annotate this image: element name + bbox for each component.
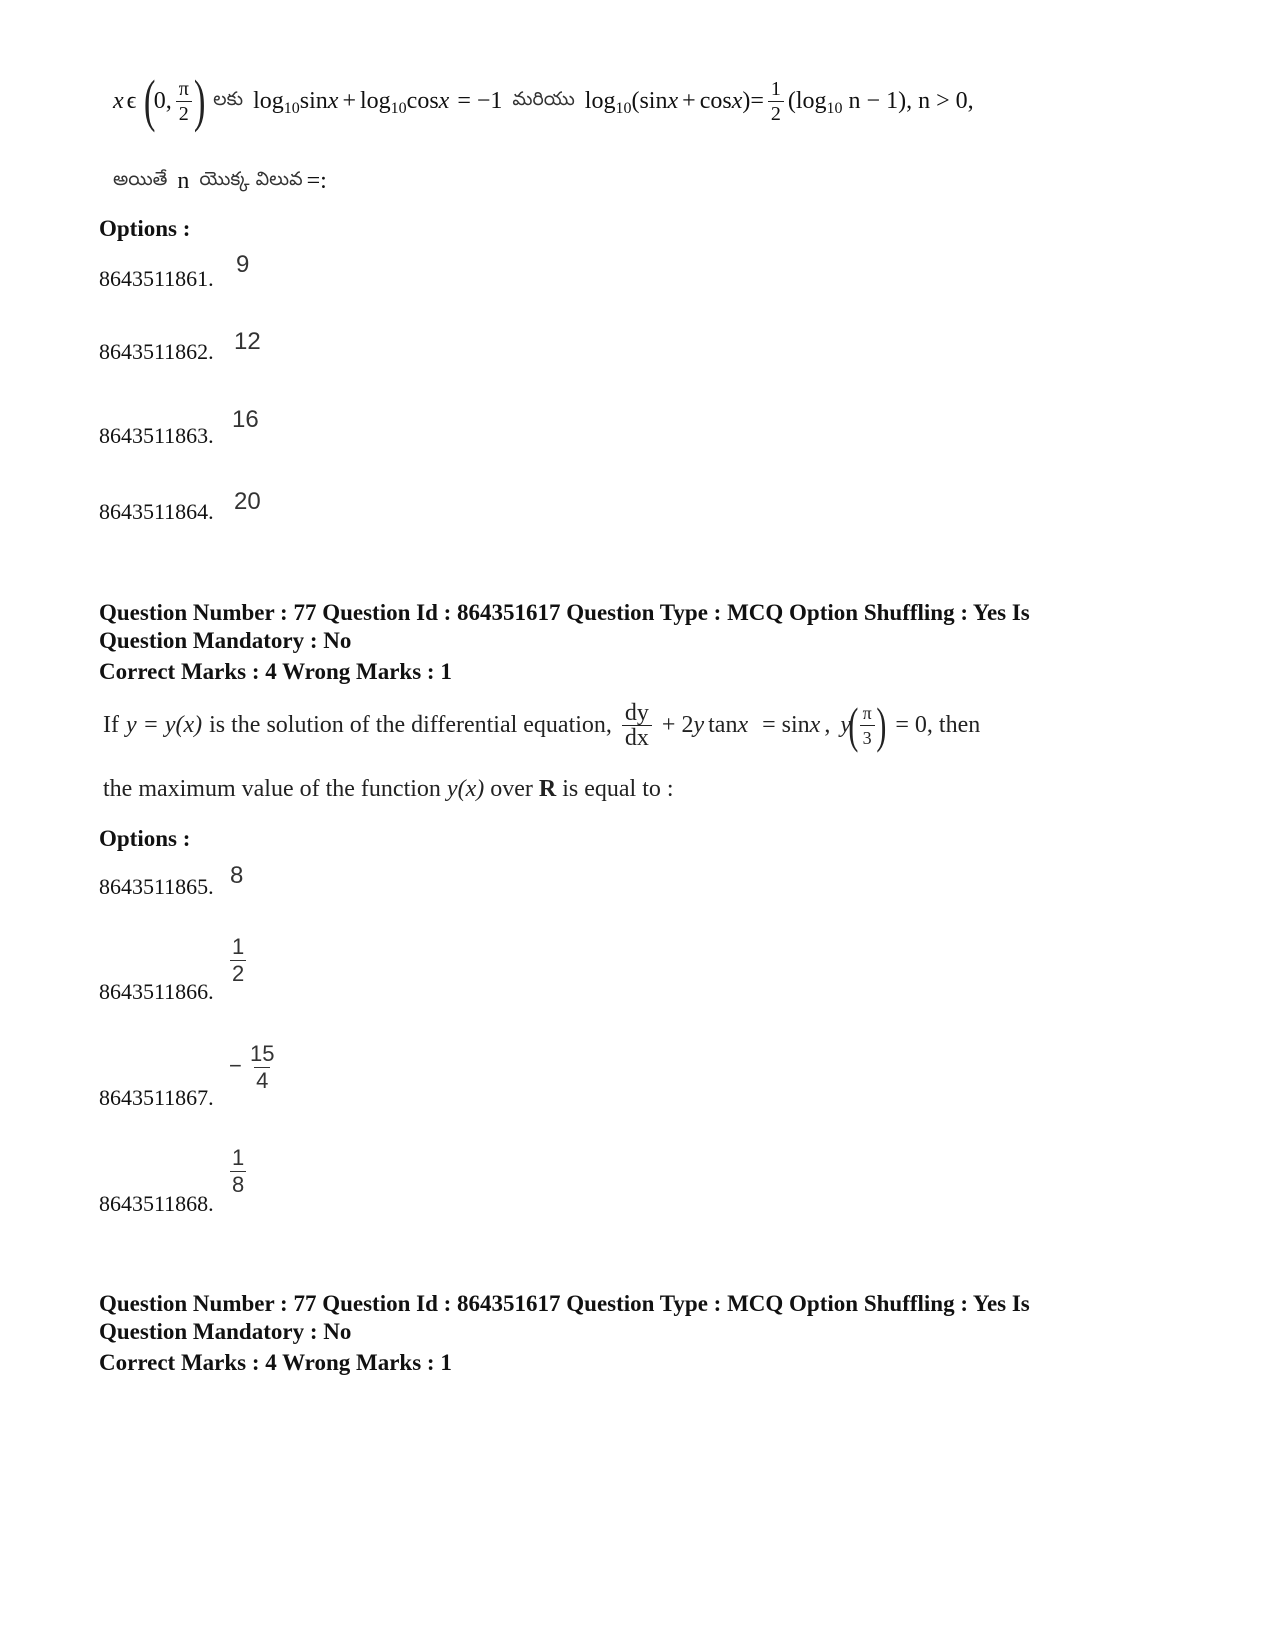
q1-plus1: + xyxy=(342,87,356,114)
q1-question-ending xyxy=(113,168,327,195)
q2-option-4-den: 8 xyxy=(232,1172,245,1197)
q1-option-1-value[interactable]: 9 xyxy=(236,251,250,278)
q2-header-line2: Question Mandatory : No xyxy=(99,628,352,653)
q1-n-var: n xyxy=(177,168,190,194)
q2-option-3-value[interactable] xyxy=(248,1041,276,1094)
q2-header-line1: Question Number : 77 Question Id : 864351617 Question Type : MCQ Option Shuffling : Yes Is xyxy=(99,600,1030,625)
q1-sin2-x: x xyxy=(667,87,679,114)
q2-option-1-id: 8643511865. xyxy=(99,874,214,899)
q1-in-symbol: ϵ xyxy=(126,87,137,114)
q1-telugu-for: లకు xyxy=(213,87,244,110)
q1-log3: log xyxy=(584,87,616,114)
q2-option-3-den: 4 xyxy=(256,1068,269,1093)
q1-log2-base: 10 xyxy=(390,100,407,117)
q1-option-3-id: 8643511863. xyxy=(99,423,214,448)
q2-option-3-id: 8643511867. xyxy=(99,1085,214,1110)
q2-question-line1 xyxy=(103,694,1163,756)
q1-interval-open: ( xyxy=(144,68,156,133)
q1-option-2-value[interactable]: 12 xyxy=(234,328,261,355)
q2-tan-x: x xyxy=(737,711,749,738)
q2-option-3-num: 15 xyxy=(250,1041,275,1066)
q2-line2-end: is equal to : xyxy=(562,776,674,802)
q2-option-4-num: 1 xyxy=(232,1145,245,1170)
q1-half-num: 1 xyxy=(770,77,781,100)
q1-option-2-id: 8643511862. xyxy=(99,339,214,364)
q1-close-paren-eq: )= xyxy=(742,87,764,114)
q2-option-1-value[interactable]: 8 xyxy=(230,862,244,889)
q2-text-start: If xyxy=(103,711,119,738)
q2-question-line2 xyxy=(103,776,674,803)
q1-option-4-id: 8643511864. xyxy=(99,499,214,524)
q1-rhs-tail: n − 1), n > 0, xyxy=(848,87,974,114)
q1-log2: log xyxy=(360,87,391,114)
q2-line2-start: the maximum value of the function xyxy=(103,776,441,802)
q1-sin2: sin xyxy=(639,87,668,114)
q2-cond-open: ( xyxy=(848,697,859,753)
q1-interval-den: 2 xyxy=(176,101,192,126)
q2-header xyxy=(99,599,1099,655)
q1-option-4-value[interactable]: 20 xyxy=(234,488,261,515)
q1-log3-base: 10 xyxy=(615,100,632,117)
q1-interval-frac xyxy=(176,77,192,126)
q1-eq-colon: =: xyxy=(306,168,327,194)
q2-option-2-num: 1 xyxy=(232,934,245,959)
q1-log1: log xyxy=(253,87,284,114)
q2-derivative xyxy=(622,701,652,750)
q1-sin1-x: x xyxy=(327,87,339,114)
q2-options-label: Options : xyxy=(99,826,191,851)
q2-option-3-sign: − xyxy=(229,1053,242,1078)
q1-cos1-x: x xyxy=(438,87,450,114)
q1-telugu-then: అయితే xyxy=(113,168,168,190)
q2-sin-x: x xyxy=(809,711,821,738)
q3-marks: Correct Marks : 4 Wrong Marks : 1 xyxy=(99,1350,452,1375)
q2-comma: , xyxy=(824,711,831,738)
q2-cond-pi: π xyxy=(862,702,872,723)
q1-cos2-x: x xyxy=(731,87,743,114)
q2-plus-term: + 2 xyxy=(661,711,694,738)
q1-rhs-base: 10 xyxy=(826,100,843,117)
q1-telugu-and: మరియు xyxy=(512,87,575,110)
q2-option-2-value[interactable] xyxy=(230,934,246,987)
q2-R: R xyxy=(538,776,557,802)
q1-rhs-open: (log xyxy=(787,87,827,114)
q2-cond-close: ) xyxy=(876,697,887,753)
q1-half-frac xyxy=(768,77,784,126)
q1-telugu-value: యొక్క విలువ xyxy=(199,168,303,190)
q2-y-eq: y = y(x) xyxy=(125,711,203,738)
q1-option-3-value[interactable]: 16 xyxy=(232,406,259,433)
q2-yx: y(x) xyxy=(446,776,485,802)
q1-interval-close: ) xyxy=(193,68,206,133)
q2-eq-sin: = sin xyxy=(762,711,810,738)
q2-line2-mid: over xyxy=(490,776,533,802)
q1-equation xyxy=(113,62,1173,140)
q2-tan-term: tan xyxy=(708,711,738,738)
q1-options-label: Options : xyxy=(99,216,191,241)
q2-option-4-value[interactable] xyxy=(230,1145,246,1198)
q2-y-var: y xyxy=(693,711,705,738)
q1-log1-base: 10 xyxy=(283,100,300,117)
q3-header xyxy=(99,1290,1099,1346)
q1-equals-minus-one: = −1 xyxy=(457,87,503,114)
q2-cond-y: y xyxy=(840,711,851,738)
q1-half-den: 2 xyxy=(768,101,784,126)
q1-plus2: + xyxy=(682,87,696,114)
q2-marks: Correct Marks : 4 Wrong Marks : 1 xyxy=(99,659,452,684)
q2-cond-end: = 0, then xyxy=(895,711,981,738)
q2-option-4-id: 8643511868. xyxy=(99,1191,214,1216)
q3-header-line1: Question Number : 77 Question Id : 864351617 Question Type : MCQ Option Shuffling : Yes Is xyxy=(99,1291,1030,1316)
q2-dy: dy xyxy=(624,699,649,726)
q1-cos2: cos xyxy=(699,87,732,114)
q2-dx: dx xyxy=(622,725,652,750)
q1-interval-start: 0, xyxy=(153,87,172,114)
q2-cond-den: 3 xyxy=(860,725,875,750)
q1-sin1: sin xyxy=(299,87,328,114)
q2-option-2-den: 2 xyxy=(232,961,245,986)
q1-cos1: cos xyxy=(406,87,439,114)
q2-cond-frac xyxy=(860,701,875,750)
q1-var-x: x xyxy=(113,87,124,114)
q2-text-mid: is the solution of the differential equation, xyxy=(209,711,612,738)
q2-option-2-id: 8643511866. xyxy=(99,979,214,1004)
q1-open-paren: ( xyxy=(631,87,640,114)
q3-header-line2: Question Mandatory : No xyxy=(99,1319,352,1344)
q1-option-1-id: 8643511861. xyxy=(99,266,214,291)
q1-interval-pi: π xyxy=(178,77,189,100)
